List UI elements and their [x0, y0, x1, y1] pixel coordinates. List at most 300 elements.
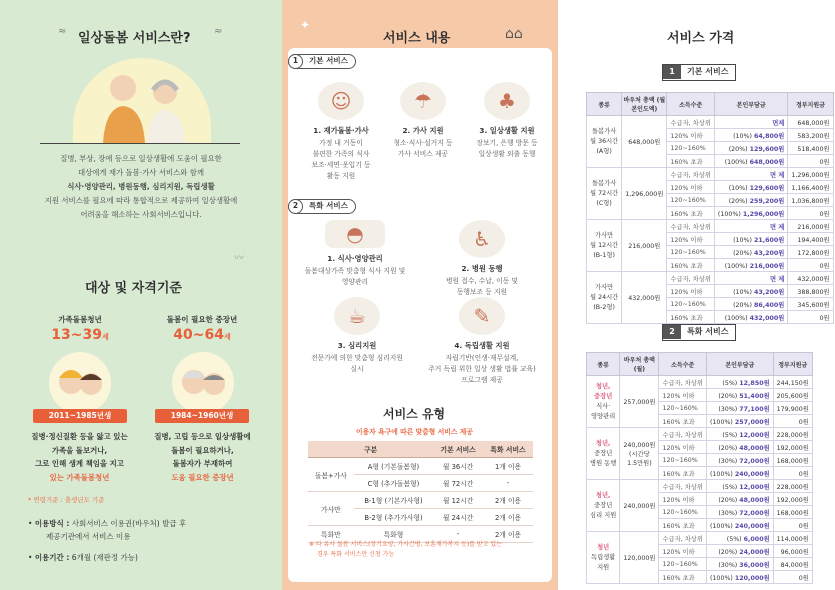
income-level-cell: 120~160%	[667, 298, 715, 311]
intro-line: 질병, 부상, 장애 등으로 일상생활에 도움이 필요한	[60, 154, 222, 163]
self-pay-cell	[706, 428, 773, 441]
gov-support-cell: 194,400원	[788, 233, 833, 246]
self-pay-amount: 12,000원	[739, 431, 770, 439]
desc-line: 전문가에 의한 맞춤형 심리지원	[311, 354, 403, 362]
illustration-elderly-couple	[73, 58, 211, 144]
self-pay-cell	[714, 207, 787, 220]
self-pay-rate: (20%)	[718, 392, 738, 400]
income-level-cell: 160% 초과	[659, 519, 707, 532]
col-header: 바우처 총액 (월 본인도액)	[622, 93, 667, 116]
house-icon: ⌂⌂	[505, 26, 523, 42]
service-title: 4. 독립생활 지원	[454, 341, 510, 350]
desc-line: 장보기, 은행 방문 등	[476, 139, 538, 147]
self-pay-rate: (20%)	[718, 444, 738, 452]
self-pay-amount: 64,800원	[754, 132, 785, 140]
gov-support-cell: 172,800원	[788, 246, 833, 259]
service-name-cell	[587, 532, 620, 584]
desc-line: 자립기반(인생·재무설계,	[445, 354, 519, 362]
price-basic-badge	[662, 64, 736, 81]
price-special-badge	[662, 324, 736, 341]
special-service-hospital	[422, 220, 542, 298]
table-row	[308, 458, 533, 475]
self-pay-cell	[706, 402, 773, 415]
self-pay-cell	[714, 194, 787, 207]
basic-cell: 월 36시간	[433, 458, 483, 475]
desc-line: 질병·정신질환 등을 앓고 있는	[31, 432, 128, 441]
service-name-cell	[587, 272, 622, 324]
special-service-psych	[302, 297, 412, 375]
group-cell: 특화만	[308, 526, 354, 543]
basic-cell: 월 72시간	[433, 475, 483, 492]
basic-service-daily	[464, 82, 550, 160]
self-pay-amount: 43,200원	[754, 249, 785, 257]
self-pay-cell	[714, 220, 787, 233]
gov-support-cell: 345,600원	[788, 298, 833, 311]
name-line: 식사·	[596, 402, 611, 410]
self-pay-amount: 216,000원	[749, 262, 785, 270]
self-pay-amount: 86,400원	[754, 301, 785, 309]
income-level-cell: 160% 초과	[667, 155, 715, 168]
desc-line: 돌봄이 필요하거나,	[171, 445, 234, 455]
self-pay-rate: (20%)	[733, 301, 752, 309]
name-line: 가사만	[595, 283, 614, 291]
income-level-cell: 160% 초과	[667, 207, 715, 220]
self-pay-cell	[706, 558, 773, 571]
col-header: 기본 서비스	[433, 441, 483, 458]
self-pay-amount: 면제	[772, 119, 785, 127]
self-pay-rate: (5%)	[722, 431, 738, 439]
gov-support-cell: 648,000원	[788, 116, 833, 129]
voucher-total-cell	[620, 532, 659, 584]
special-service-meal	[300, 220, 410, 288]
self-pay-rate: (100%)	[717, 210, 741, 218]
middle-age-illustration	[172, 352, 234, 414]
col-header: 바우처 총액(월)	[620, 353, 659, 376]
desc-line: 돌봄자가 부재하여	[172, 459, 233, 468]
badge-number: 1	[288, 54, 303, 69]
type-cell: 특화형	[354, 526, 433, 543]
youth-illustration	[49, 352, 111, 414]
self-pay-cell	[706, 480, 773, 493]
age-group-youth	[30, 314, 130, 343]
service-name-cell	[587, 376, 620, 428]
type-cell: B-2형 (추가가사형)	[354, 509, 433, 526]
voucher-total-cell	[620, 480, 659, 532]
self-pay-cell	[714, 116, 787, 129]
intro-line: 식사·영양관리, 병원동행, 심리지원, 독립생활	[67, 182, 215, 191]
warn-line: ※ 타 유사 돌봄 서비스(장기요양, 가사간병, 보훈재가복지 등)를 받고 있는	[309, 541, 502, 548]
self-pay-cell	[706, 467, 773, 480]
meal-icon: ◓	[325, 220, 385, 248]
usage-method: • 이용방식 : 사회서비스 이용권(바우처) 발급 후 제공기관에서 서비스 이용	[28, 519, 187, 541]
self-pay-cell	[714, 272, 787, 285]
service-name-cell	[587, 428, 620, 480]
age-range-value: 40~64	[173, 327, 224, 343]
service-desc	[464, 138, 550, 160]
usage-label: 이용방식 :	[34, 519, 70, 528]
intro-text	[20, 152, 262, 222]
self-pay-amount: 1,296,000원	[742, 210, 785, 218]
service-desc	[414, 353, 550, 386]
self-pay-rate: (20%)	[733, 249, 752, 257]
service-title: 2. 가사 지원	[402, 126, 444, 135]
name-line: (B-1형)	[593, 251, 615, 259]
self-pay-cell	[714, 311, 787, 324]
self-pay-amount: 120,000원	[734, 574, 770, 582]
sparkle-icon: ✦	[300, 18, 311, 32]
basic-service-care	[298, 82, 384, 182]
group-cell: 돌봄+가사	[308, 458, 354, 492]
name-line: 가사만	[595, 231, 614, 239]
desc-line: 있는 가족돌봄청년	[49, 472, 110, 482]
type-cell: C형 (추가돌봄형)	[354, 475, 433, 492]
name-line: (C형)	[596, 199, 612, 207]
type-cell: B-1형 (기본가사형)	[354, 492, 433, 509]
name-line: 청년,	[595, 439, 611, 447]
self-pay-rate: (5%)	[722, 483, 738, 491]
total-line: 240,000원	[623, 503, 656, 510]
gov-support-cell: 228,000원	[773, 428, 812, 441]
badge-label: 기본 서비스	[687, 67, 729, 76]
self-pay-cell	[706, 493, 773, 506]
income-level-cell: 수급자, 차상위	[667, 116, 715, 129]
gov-support-cell: 1,166,400원	[788, 181, 833, 194]
service-title: 1. 식사·영양관리	[327, 254, 383, 263]
gov-support-cell: 1,036,800원	[788, 194, 833, 207]
self-pay-cell	[706, 454, 773, 467]
service-title: 3. 일상생활 지원	[479, 126, 535, 135]
name-line: (A형)	[596, 147, 612, 155]
self-pay-amount: 48,000원	[739, 496, 770, 504]
self-pay-amount: 24,000원	[739, 548, 770, 556]
self-pay-amount: 12,850원	[739, 379, 770, 387]
self-pay-cell	[706, 376, 773, 389]
voucher-total-cell: 1,296,000원	[622, 168, 667, 220]
gov-support-cell: 192,000원	[773, 493, 812, 506]
income-level-cell: 120% 이하	[667, 285, 715, 298]
self-pay-cell	[714, 233, 787, 246]
usage-period: • 이용기간 : 6개월 (재판정 가능)	[28, 553, 138, 562]
self-pay-cell	[714, 142, 787, 155]
age-range-value: 13~39	[51, 327, 102, 343]
self-pay-rate: (20%)	[718, 496, 738, 504]
name-line: 영양관리	[591, 412, 616, 420]
group-cell: 가사만	[308, 492, 354, 526]
col-header: 종류	[587, 93, 622, 116]
basic-cell: 월 12시간	[433, 492, 483, 509]
birth-year-ribbon: 2011~1985년생	[33, 409, 127, 423]
self-pay-cell	[706, 545, 773, 558]
income-level-cell: 120% 이하	[659, 493, 707, 506]
basic-service-badge	[288, 54, 356, 69]
name-line: 중장년	[594, 392, 613, 400]
name-line: 병원 동행	[590, 459, 617, 467]
income-level-cell: 수급자, 차상위	[667, 272, 715, 285]
self-pay-cell	[714, 246, 787, 259]
col-header: 정부지원금	[773, 353, 812, 376]
service-title: 3. 심리지원	[337, 341, 377, 350]
service-name-cell	[587, 220, 622, 272]
gov-support-cell: 432,000원	[788, 272, 833, 285]
gov-support-cell: 192,000원	[773, 441, 812, 454]
gov-support-cell: 114,000원	[773, 532, 812, 545]
service-name-cell	[587, 168, 622, 220]
self-pay-cell	[714, 259, 787, 272]
name-line: 월 72시간	[590, 189, 619, 197]
service-name-cell	[587, 116, 622, 168]
total-line: 240,000원	[623, 442, 656, 449]
col-header: 소득수준	[667, 93, 715, 116]
name-line: (B-2형)	[593, 303, 615, 311]
decoration-squiggle-icon: 〰	[234, 253, 244, 264]
counseling-icon: ☕	[334, 297, 380, 335]
self-pay-rate: (5%)	[722, 379, 738, 387]
self-pay-amount: 72,000원	[739, 457, 770, 465]
gov-support-cell: 0원	[788, 311, 833, 324]
self-pay-cell	[714, 181, 787, 194]
self-pay-amount: 129,600원	[749, 145, 785, 153]
self-pay-cell	[706, 441, 773, 454]
self-pay-amount: 6,000원	[743, 535, 770, 543]
desc-line: 가정 내 거동이	[319, 139, 363, 147]
table-row	[587, 168, 834, 181]
self-pay-amount: 257,000원	[734, 418, 770, 426]
self-pay-rate: (100%)	[709, 418, 733, 426]
name-line: 중장년	[594, 501, 613, 509]
income-level-cell: 120% 이하	[659, 545, 707, 558]
service-desc	[380, 138, 466, 160]
self-pay-amount: 432,000원	[749, 314, 785, 322]
caregiver-icon: ☺	[318, 82, 364, 120]
gov-support-cell: 205,600원	[773, 389, 812, 402]
gov-support-cell: 0원	[788, 155, 833, 168]
gov-support-cell: 0원	[773, 415, 812, 428]
name-line: 월 24시간	[590, 293, 619, 301]
self-pay-cell	[706, 389, 773, 402]
study-icon: ✎	[459, 297, 505, 335]
service-name-cell	[587, 480, 620, 532]
birth-year-ribbon: 1984~1960년생	[155, 409, 249, 423]
income-level-cell: 120~160%	[659, 506, 707, 519]
desc-line: 불편한 가족의 식사	[312, 150, 370, 158]
table-row	[587, 428, 813, 441]
income-level-cell: 수급자, 차상위	[667, 220, 715, 233]
self-pay-amount: 240,000원	[734, 470, 770, 478]
special-cell: 1개 이용	[483, 458, 533, 475]
decoration-squiggle-icon: ≈	[214, 26, 223, 37]
section-title-about: 일상돌봄 서비스란?	[78, 31, 191, 46]
self-pay-amount: 면 제	[770, 275, 785, 283]
self-pay-cell	[706, 532, 773, 545]
self-pay-cell	[714, 155, 787, 168]
gov-support-cell: 244,150원	[773, 376, 812, 389]
desc-line: 실시	[350, 365, 364, 373]
gov-support-cell: 228,000원	[773, 480, 812, 493]
service-desc	[422, 276, 542, 298]
gov-support-cell: 216,000원	[788, 220, 833, 233]
income-level-cell: 160% 초과	[659, 571, 707, 584]
col-header: 종류	[587, 353, 620, 376]
self-pay-amount: 48,000원	[739, 444, 770, 452]
income-level-cell: 120% 이하	[659, 389, 707, 402]
gov-support-cell: 84,000원	[773, 558, 812, 571]
left-panel	[0, 0, 282, 590]
self-pay-cell	[706, 506, 773, 519]
self-pay-rate: (100%)	[709, 522, 733, 530]
gov-support-cell: 96,000원	[773, 545, 812, 558]
gov-support-cell: 0원	[773, 519, 812, 532]
income-level-cell: 120% 이하	[667, 233, 715, 246]
self-pay-amount: 36,000원	[739, 561, 770, 569]
divider	[40, 143, 240, 144]
gov-support-cell: 0원	[788, 259, 833, 272]
name-line: 월 36시간	[590, 137, 619, 145]
col-header: 정부지원금	[788, 93, 833, 116]
income-level-cell: 수급자, 차상위	[659, 376, 707, 389]
desc-line: 도움 필요한 중장년	[171, 472, 234, 482]
service-desc	[302, 353, 412, 375]
income-level-cell: 120% 이하	[667, 129, 715, 142]
badge-number: 2	[663, 325, 681, 339]
service-title: 2. 병원 동행	[461, 264, 503, 273]
self-pay-rate: (30%)	[718, 405, 738, 413]
income-level-cell: 160% 초과	[659, 415, 707, 428]
income-level-cell: 160% 초과	[667, 259, 715, 272]
gov-support-cell: 0원	[773, 467, 812, 480]
intro-line: 어려움을 해소하는 사회서비스입니다.	[80, 210, 202, 219]
self-pay-amount: 21,600원	[754, 236, 785, 244]
badge-number: 1	[663, 65, 681, 79]
age-group-middle	[152, 314, 252, 343]
name-line: 청년,	[595, 491, 611, 499]
income-level-cell: 120~160%	[659, 402, 707, 415]
usage-label: 이용기간 :	[34, 553, 70, 562]
col-header: 특화 서비스	[483, 441, 533, 458]
self-pay-rate: (100%)	[724, 262, 748, 270]
self-pay-cell	[714, 298, 787, 311]
desc-line: 일상생활 외출 동행	[478, 150, 536, 158]
shopping-icon: ♣	[484, 82, 530, 120]
age-unit: 세	[101, 333, 109, 341]
usage-text: 사회서비스 이용권(바우처) 발급 후	[71, 519, 187, 528]
desc-line: 보조·세면·옷입기 등	[311, 161, 371, 169]
col-header: 본인부담금	[706, 353, 773, 376]
self-pay-rate: (30%)	[718, 509, 738, 517]
voucher-total-cell: 432,000원	[622, 272, 667, 324]
self-pay-rate: (20%)	[718, 548, 738, 556]
gov-support-cell: 168,000원	[773, 506, 812, 519]
usage-text: 6개월 (재판정 가능)	[71, 553, 138, 562]
self-pay-cell	[714, 168, 787, 181]
self-pay-rate: (10%)	[733, 236, 752, 244]
table-row	[308, 492, 533, 509]
total-line: (시간당	[629, 451, 650, 458]
self-pay-rate: (30%)	[718, 561, 738, 569]
self-pay-rate: (30%)	[718, 457, 738, 465]
name-line: 청년	[597, 543, 610, 551]
gov-support-cell: 179,900원	[773, 402, 812, 415]
total-line: 1.5만원)	[627, 460, 652, 467]
self-pay-rate: (5%)	[726, 535, 742, 543]
name-line: 돌봄가사	[591, 127, 617, 135]
table-row	[587, 272, 834, 285]
badge-label: 특화 서비스	[309, 201, 348, 210]
badge-label: 특화 서비스	[687, 327, 729, 336]
self-pay-cell	[706, 571, 773, 584]
col-header: 구분	[308, 441, 433, 458]
table-row	[587, 220, 834, 233]
service-desc	[300, 266, 410, 288]
section-title-target: 대상 및 자격기준	[85, 281, 182, 296]
desc-line: 병원 접수, 수납, 이동 및	[445, 277, 519, 285]
badge-label: 기본 서비스	[309, 56, 348, 65]
badge-number: 2	[288, 199, 303, 214]
special-cell: 2개 이용	[483, 492, 533, 509]
income-level-cell: 120~160%	[659, 454, 707, 467]
self-pay-cell	[714, 129, 787, 142]
table-row	[587, 532, 813, 545]
self-pay-amount: 240,000원	[734, 522, 770, 530]
age-range	[30, 327, 130, 343]
income-level-cell: 120~160%	[667, 246, 715, 259]
self-pay-rate: (100%)	[709, 470, 733, 478]
basic-service-housework	[380, 82, 466, 160]
income-level-cell: 수급자, 차상위	[667, 168, 715, 181]
section-title-type: 서비스 유형	[383, 407, 446, 421]
income-level-cell: 수급자, 차상위	[659, 480, 707, 493]
intro-line: 대상에게 재가 돌봄·가사 서비스와 함께	[78, 168, 204, 177]
desc-line: 질병, 고립 등으로 일상생활에	[154, 432, 251, 441]
name-line: 독립생활	[591, 553, 616, 561]
wheelchair-icon: ♿	[459, 220, 505, 258]
self-pay-amount: 72,000원	[739, 509, 770, 517]
gov-support-cell: 1,296,000원	[788, 168, 833, 181]
desc-line: 가족을 돌보거나,	[51, 445, 108, 455]
age-group-label: 가족돌봄청년	[58, 315, 102, 324]
income-level-cell: 160% 초과	[659, 467, 707, 480]
gov-support-cell: 388,800원	[788, 285, 833, 298]
desc-line: 영양관리	[341, 278, 369, 286]
income-level-cell: 수급자, 차상위	[659, 532, 707, 545]
cleaning-icon: ☂	[400, 82, 446, 120]
self-pay-amount: 43,200원	[754, 288, 785, 296]
self-pay-amount: 12,000원	[739, 483, 770, 491]
type-cell: A형 (기본돌봄형)	[354, 458, 433, 475]
self-pay-amount: 648,000원	[749, 158, 785, 166]
gov-support-cell: 583,200원	[788, 129, 833, 142]
self-pay-rate: (10%)	[728, 184, 748, 192]
special-cell: -	[483, 475, 533, 492]
section-title-services: 서비스 내용	[383, 31, 451, 46]
voucher-total-cell: 648,000원	[622, 116, 667, 168]
self-pay-amount: 129,600원	[749, 184, 785, 192]
desc-line: 주거 독립 위한 일상 생활 법률 교육)	[428, 365, 536, 373]
self-pay-rate: (100%)	[724, 158, 748, 166]
col-header: 본인부담금	[714, 93, 787, 116]
income-level-cell: 120% 이하	[667, 181, 715, 194]
desc-line: 그로 인해 생계 책임을 지고	[35, 459, 124, 468]
age-note: * 연령기준 : 출생년도 기준	[28, 496, 105, 504]
section-title-price: 서비스 가격	[667, 31, 735, 46]
special-service-badge	[288, 199, 356, 214]
name-line: 돌봄가사	[591, 179, 617, 187]
name-line: 지원	[597, 563, 610, 571]
voucher-total-cell	[620, 428, 659, 480]
desc-line: 동행보조 등 지원	[456, 288, 508, 296]
name-line: 청년,	[595, 382, 611, 390]
total-line: 257,000원	[623, 399, 656, 406]
service-type-table	[308, 441, 533, 543]
